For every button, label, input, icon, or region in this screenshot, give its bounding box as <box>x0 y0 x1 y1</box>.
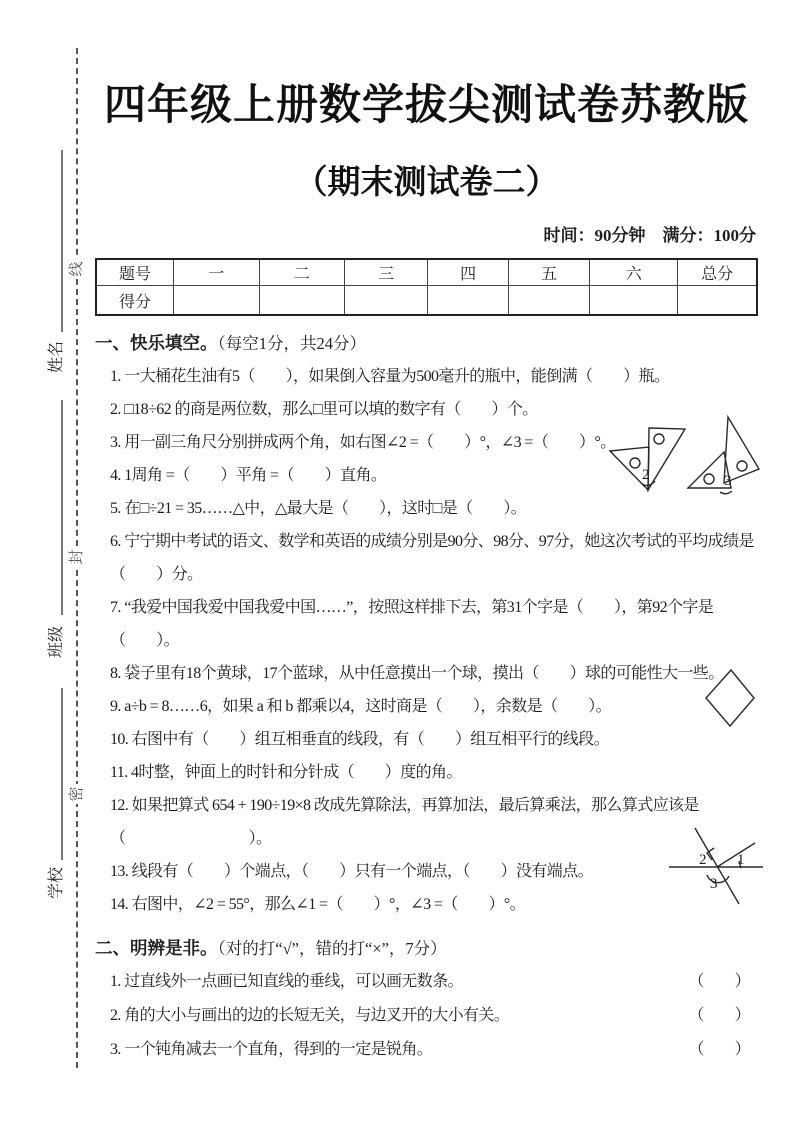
score-table <box>95 258 758 316</box>
question-13: 13. 线段有（ ）个端点，（ ）只有一个端点，（ ）没有端点。 <box>110 863 594 880</box>
score-table-score-row <box>96 286 757 316</box>
set-squares-figure <box>585 405 785 510</box>
question-12: 12. 如果把算式 654 + 190÷19×8 改成先算除法，再算加法，最后算乘法，那么算式应该是 <box>110 797 699 814</box>
tf-question-3-blank: （ ） <box>688 1041 750 1058</box>
intersecting-lines-figure <box>655 812 785 917</box>
question-8: 8. 袋子里有18个黄球，17个蓝球，从中任意摸出一个球，摸出（ ）球的可能性大一些。 <box>110 665 724 682</box>
score-cell-empty <box>509 286 590 316</box>
score-table-cell: 题号 <box>96 259 174 286</box>
question-6-cont: （ ）分。 <box>110 566 203 583</box>
tf-question-3 <box>110 1033 758 1067</box>
section2-questions <box>95 965 758 1067</box>
score-cell-empty <box>590 286 678 316</box>
score-table-header-row <box>96 259 757 286</box>
score-table-cell: 三 <box>345 259 428 286</box>
score-cell-empty <box>678 286 757 316</box>
set-square-angle2-label: 2 <box>642 467 650 483</box>
section2-title: 二、明辨是非。 <box>95 938 218 958</box>
paper-title: 四年级上册数学拔尖测试卷苏教版 <box>103 81 749 128</box>
question-9: 9. a÷b = 8……6，如果 a 和 b 都乘以4，这时商是（ ），余数是（ ）。 <box>110 698 612 715</box>
section1-title: 一、快乐填空。 <box>95 333 218 353</box>
section1-note: （每空1分，共24分） <box>217 334 366 353</box>
question-4: 4. 1周角 =（ ）平角 =（ ）直角。 <box>110 467 387 484</box>
section1-heading <box>95 330 758 355</box>
score-table-cell: 总分 <box>678 259 757 286</box>
tf-question-3-text: 3. 一个钝角减去一个直角，得到的一定是锐角。 <box>110 1041 433 1058</box>
score-row-label: 得分 <box>96 286 174 316</box>
seal-char-feng: 封 <box>67 547 87 567</box>
tf-question-2-text: 2. 角的大小与画出的边的长短无关，与边叉开的大小有关。 <box>110 1007 510 1024</box>
score-cell-empty <box>428 286 509 316</box>
question-7: 7. “我爱中国我爱中国我爱中国……”，按照这样排下去，第31个字是（ ），第92个字是 <box>110 599 714 616</box>
diamond-figure <box>700 662 762 739</box>
seal-char-mi: 密 <box>67 784 87 804</box>
question-5: 5. 在□÷21 = 35……△中，△最大是（ ），这时□是（ ）。 <box>110 500 527 517</box>
paper-subtitle: （期末测试卷二） <box>294 163 559 200</box>
question-14: 14. 右图中，∠2 = 55°，那么∠1 =（ ）°，∠3 =（ ）°。 <box>110 896 526 913</box>
angle-1-label: 1 <box>737 852 745 868</box>
set-square-angle3-label: 3 <box>724 473 732 489</box>
section2-note: （对的打“√”，错的打“×”，7分） <box>217 939 447 958</box>
score-table-cell: 二 <box>259 259 345 286</box>
time-score-info: 时间：90分钟 满分：100分 <box>543 226 756 245</box>
score-table-cell: 一 <box>174 259 260 286</box>
class-label: 班级 <box>48 626 65 659</box>
question-6: 6. 宁宁期中考试的语文、数学和英语的成绩分别是90分、98分、97分，她这次考试的平均成绩是 <box>110 533 754 550</box>
score-cell-empty <box>345 286 428 316</box>
score-table-cell: 四 <box>428 259 509 286</box>
question-1: 1. 一大桶花生油有5（ ），如果倒入容量为500毫升的瓶中，能倒满（ ）瓶。 <box>110 368 670 385</box>
name-label: 姓名 <box>48 341 65 374</box>
score-table-cell: 五 <box>509 259 590 286</box>
question-7-cont: （ ）。 <box>110 632 180 649</box>
score-cell-empty <box>259 286 345 316</box>
tf-question-1-blank: （ ） <box>688 973 750 990</box>
tf-question-1 <box>110 965 758 999</box>
question-3: 3. 用一副三角尺分别拼成两个角，如右图∠2 =（ ）°，∠3 =（ ）°。 <box>110 434 616 451</box>
question-11: 11. 4时整，钟面上的时针和分针成（ ）度的角。 <box>110 764 462 781</box>
score-cell-empty <box>174 286 260 316</box>
question-2: 2. □18÷62 的商是两位数，那么□里可以填的数字有（ ）个。 <box>110 401 538 418</box>
seal-char-xian: 线 <box>67 259 87 279</box>
angle-2-label: 2 <box>699 852 707 868</box>
class-blank-rule <box>61 400 63 615</box>
name-blank-rule <box>61 150 63 332</box>
tf-question-2 <box>110 999 758 1033</box>
question-10: 10. 右图中有（ ）组互相垂直的线段，有（ ）组互相平行的线段。 <box>110 731 610 748</box>
school-label: 学校 <box>48 867 65 900</box>
tf-question-1-text: 1. 过直线外一点画已知直线的垂线，可以画无数条。 <box>110 973 464 990</box>
tf-question-2-blank: （ ） <box>688 1007 750 1024</box>
school-blank-rule <box>61 688 63 860</box>
angle-3-label: 3 <box>710 876 718 892</box>
section2-heading <box>95 935 758 960</box>
score-table-cell: 六 <box>590 259 678 286</box>
question-12-cont: （ ）。 <box>110 830 272 847</box>
